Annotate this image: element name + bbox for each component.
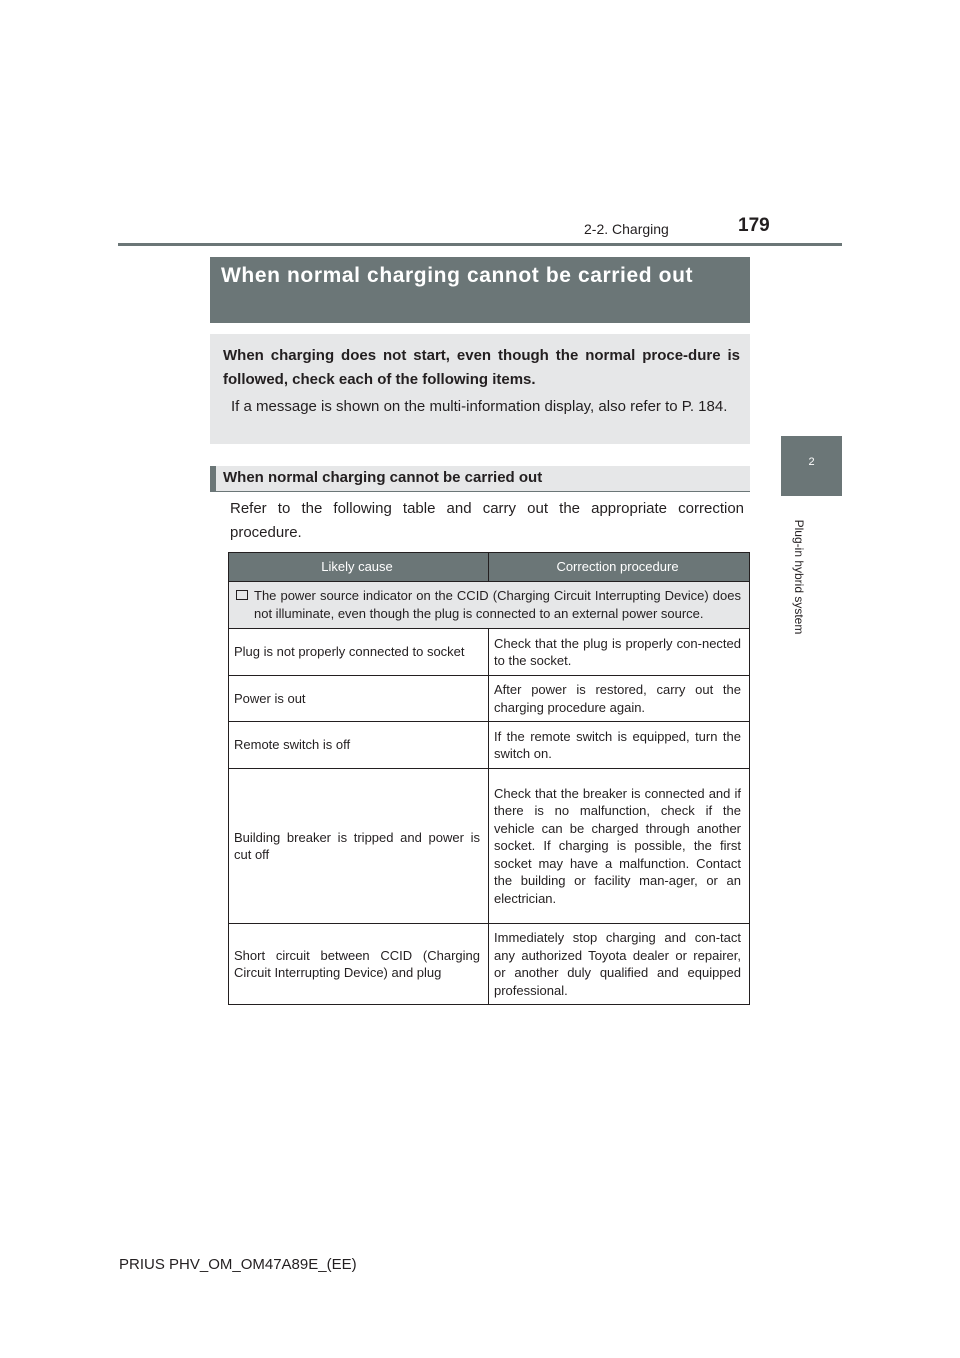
correction-cell: Check that the plug is properly con-nected to the socket. (489, 629, 750, 676)
intro-note: If a message is shown on the multi-information display, also refer to P. 184. (231, 398, 728, 415)
chapter-number: 2 (808, 456, 815, 468)
subheading (210, 466, 750, 491)
checkbox-bullet-icon (236, 590, 248, 600)
cause-cell: Power is out (229, 676, 489, 722)
table-row (229, 722, 750, 769)
page-number: 179 (738, 215, 770, 236)
chapter-tab (781, 436, 842, 495)
table-row (229, 629, 750, 676)
table-row (229, 769, 750, 924)
cause-cell: Short circuit between CCID (Charging Circuit Interrupting Device) and plug (229, 924, 489, 1005)
intro-box (210, 334, 750, 444)
chapter-title: Plug-in hybrid system (792, 519, 806, 635)
table-subheader-text: The power source indicator on the CCID (Charging Circuit Interrupting Device) does not illuminate, even though the plug is connected to an external power source. (254, 588, 741, 621)
cause-cell: Building breaker is tripped and power is cut off (229, 769, 489, 924)
table-row (229, 676, 750, 722)
document-id-footer: PRIUS PHV_OM_OM47A89E_(EE) (119, 1256, 357, 1273)
column-header-correction: Correction procedure (489, 553, 750, 582)
cause-cell: Remote switch is off (229, 722, 489, 769)
subheading-text: When normal charging cannot be carried out (223, 469, 543, 486)
page-title: When normal charging cannot be carried out (221, 264, 694, 287)
correction-cell: Check that the breaker is connected and if there is no malfunction, check if the vehicle can be charged through another socket. If charging is possible, the first socket may have a malfunction. Contact the building or facility man-ager, or an electrician. (489, 769, 750, 924)
correction-cell: Immediately stop charging and con-tact any authorized Toyota dealer or repairer, or another duly qualified and equipped professional. (489, 924, 750, 1005)
column-header-cause: Likely cause (229, 553, 489, 582)
body-paragraph: Refer to the following table and carry out the appropriate correction procedure. (230, 500, 744, 541)
intro-summary: When charging does not start, even though the normal proce-dure is followed, check each of the following items. (223, 347, 740, 388)
table-row (229, 924, 750, 1005)
cause-cell: Plug is not properly connected to socket (229, 629, 489, 676)
cause-correction-table (228, 552, 750, 1005)
subheading-divider (210, 491, 750, 492)
subheading-bar (210, 466, 216, 491)
chapter-tab-divider (781, 495, 842, 496)
table-subheader-row (229, 582, 750, 629)
correction-cell: After power is restored, carry out the charging procedure again. (489, 676, 750, 722)
section-label: 2-2. Charging (584, 221, 669, 237)
title-banner (210, 257, 750, 323)
correction-cell: If the remote switch is equipped, turn the switch on. (489, 722, 750, 769)
header-divider (118, 243, 842, 246)
table-header-row (229, 553, 750, 582)
